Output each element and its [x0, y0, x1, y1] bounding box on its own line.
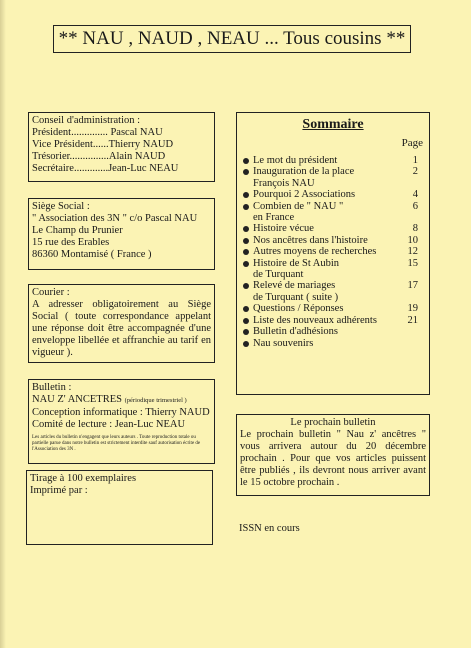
bullet-icon	[243, 329, 249, 335]
toc-item	[241, 326, 425, 337]
board-heading: Conseil d'administration :	[32, 115, 141, 126]
bulletin-name: NAU Z' ANCETRES	[32, 394, 122, 405]
bullet-icon	[243, 249, 249, 255]
toc-item-page: 2	[412, 166, 418, 178]
toc-item-text: Histoire de St Aubin	[253, 257, 340, 269]
toc-item	[241, 201, 425, 212]
bullet-icon	[243, 283, 249, 289]
print-run-box	[26, 470, 213, 545]
toc-item-text: de Turquant ( suite )	[253, 291, 339, 303]
toc-item-text: en France	[253, 212, 295, 224]
page-edge	[0, 0, 6, 648]
toc-item-text: Combien de " NAU "	[253, 200, 344, 212]
bullet-icon	[243, 158, 249, 164]
mail-box	[28, 284, 215, 363]
toc-item-text: Le mot du président	[253, 155, 338, 166]
print-run: Tirage à 100 exemplaires	[30, 473, 137, 484]
bullet-icon	[243, 306, 249, 312]
toc-item-text: Nau souvenirs	[253, 337, 314, 349]
toc-item	[241, 212, 425, 223]
toc-item-page: 12	[407, 246, 418, 258]
toc-item-page: 1	[412, 155, 418, 166]
toc-item	[241, 338, 425, 349]
bullet-icon	[243, 204, 249, 210]
bulletin-design: Conception informatique : Thierry NAUD	[32, 407, 210, 418]
toc-item-page: 21	[407, 314, 418, 326]
head-office-street: 15 rue des Erables	[32, 237, 110, 248]
toc-item	[241, 189, 425, 200]
bullet-icon	[243, 192, 249, 198]
toc-item-text: de Turquant	[253, 269, 304, 281]
toc-item	[241, 246, 425, 257]
toc-list	[241, 155, 425, 349]
toc-item	[241, 223, 425, 234]
bulletin-heading: Bulletin :	[32, 382, 72, 393]
toc-item-page: 17	[407, 280, 418, 292]
toc-item-page: 10	[407, 234, 418, 246]
toc-page-header: Page	[401, 137, 423, 149]
toc-item-text: Questions / Réponses	[253, 303, 344, 315]
toc-item-page: 8	[412, 223, 418, 235]
board-treasurer: Trésorier...............Alain NAUD	[32, 151, 166, 162]
head-office-place: Le Champ du Prunier	[32, 225, 123, 236]
toc-item-text: Histoire vécue	[253, 223, 314, 235]
toc-item-text: Nos ancêtres dans l'histoire	[253, 234, 368, 246]
bullet-icon	[243, 169, 249, 175]
bullet-icon	[243, 238, 249, 244]
toc-item	[241, 155, 425, 166]
board-box	[28, 112, 215, 182]
toc-item-text: Relevé de mariages	[253, 280, 336, 292]
mail-text: A adresser obligatoirement au Siège Social ( toute correspondance appelant une réponse doit être accompagnée d'une enveloppe libellée et affranchie au tarif en vigueur ).	[32, 299, 211, 358]
board-secretary: Secrétaire.............Jean-Luc NEAU	[32, 163, 179, 174]
toc-item-text: Pourquoi 2 Associations	[253, 189, 356, 201]
toc-item-page: 4	[412, 189, 418, 201]
issn-text: ISSN en cours	[239, 523, 300, 534]
toc-title: Sommaire	[302, 117, 364, 132]
board-vice-president: Vice Président......Thierry NAUD	[32, 139, 174, 150]
toc-item-text: Bulletin d'adhésions	[253, 326, 339, 338]
bullet-icon	[243, 341, 249, 347]
board-president: Président.............. Pascal NAU	[32, 127, 163, 138]
toc-item	[241, 292, 425, 303]
printed-by: Imprimé par :	[30, 485, 88, 496]
head-office-box	[28, 198, 215, 270]
head-office-association: " Association des 3N " c/o Pascal NAU	[32, 213, 198, 224]
bullet-icon	[243, 226, 249, 232]
page-title-text: ** NAU , NAUD , NEAU ... Tous cousins **	[58, 28, 406, 49]
toc-item	[241, 235, 425, 246]
bulletin-periodicity: (périodique trimestriel )	[124, 397, 187, 404]
toc-item	[241, 280, 425, 291]
bulletin-notice: Les articles du bulletin n'engagent que leurs auteurs . Toute reproduction totale ou partielle parue dans notre bulletin est strictement interdite sauf autorisation écrite de l'Association des 3N .	[32, 435, 201, 452]
page-title	[53, 25, 411, 53]
toc-item-text: Liste des nouveaux adhérents	[253, 314, 377, 326]
head-office-city: 86360 Montamisé ( France )	[32, 249, 152, 260]
toc-item	[241, 315, 425, 326]
toc-item	[241, 258, 425, 269]
toc-item-text: Autres moyens de recherches	[253, 246, 377, 258]
head-office-heading: Siège Social :	[32, 201, 90, 212]
toc-item-text: François NAU	[253, 177, 315, 189]
bulletin-committee: Comité de lecture : Jean-Luc NEAU	[32, 419, 186, 430]
next-bulletin-text: Le prochain bulletin " Nau z' ancêtres " vous arrivera autour du 20 décembre prochain . Pour que vos articles puissent être publiés , ils devront nous arriver avant le 15 octobre prochain .	[240, 429, 426, 488]
bullet-icon	[243, 261, 249, 267]
toc-item-text: Inauguration de la place	[253, 166, 355, 178]
toc-item-page: 6	[412, 200, 418, 212]
toc-item	[241, 166, 425, 177]
toc-item-page: 19	[407, 303, 418, 315]
next-bulletin-box	[236, 414, 430, 496]
toc-item-page: 15	[407, 257, 418, 269]
toc-item	[241, 269, 425, 280]
toc-item	[241, 303, 425, 314]
table-of-contents	[236, 112, 430, 395]
bullet-icon	[243, 318, 249, 324]
next-bulletin-title: Le prochain bulletin	[290, 417, 376, 428]
toc-item	[241, 178, 425, 189]
mail-heading: Courier :	[32, 287, 70, 298]
bulletin-box	[28, 379, 215, 464]
